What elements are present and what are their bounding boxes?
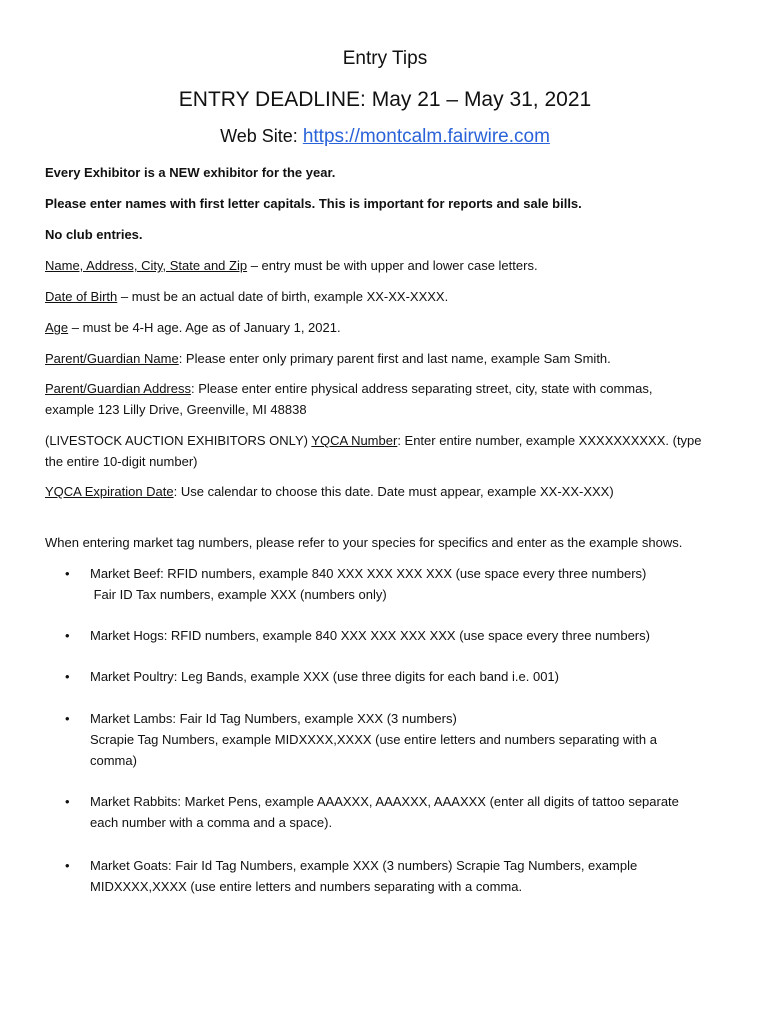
list-item-text: Scrapie Tag Numbers, example MIDXXXX,XXXX (use entire letters and numbers separating with a (90, 732, 657, 747)
list-item-text: Market Lambs: Fair Id Tag Numbers, example XXX (3 numbers) (90, 711, 457, 726)
field-text-continued: the entire 10-digit number) (45, 454, 198, 469)
field-text-continued: example 123 Lilly Drive, Greenville, MI 48838 (45, 402, 307, 417)
list-item-market-goats (65, 855, 725, 897)
bullet-icon: • (65, 711, 70, 726)
list-item-text: MIDXXXX,XXXX (use entire letters and numbers separating with a comma. (90, 879, 523, 894)
market-intro: When entering market tag numbers, please refer to your species for specifics and enter as the example shows. (45, 535, 683, 550)
field-date-of-birth (45, 286, 735, 307)
field-text: : Please enter only primary parent first and last name, example Sam Smith. (178, 351, 611, 366)
field-yqca-number (45, 430, 735, 472)
field-text: – entry must be with upper and lower case letters. (247, 258, 538, 273)
field-prefix: (LIVESTOCK AUCTION EXHIBITORS ONLY) (45, 433, 312, 448)
bullet-icon: • (65, 669, 70, 684)
list-item-market-poultry (65, 666, 725, 687)
list-item-market-hogs (65, 625, 725, 646)
bullet-icon: • (65, 628, 70, 643)
intro-capitals: Please enter names with first letter capitals. This is important for reports and sale bills. (45, 196, 582, 211)
intro-no-club: No club entries. (45, 227, 143, 242)
field-text: – must be an actual date of birth, example XX-XX-XXXX. (117, 289, 449, 304)
list-item-text: Market Beef: RFID numbers, example 840 XXX XXX XXX XXX (use space every three numbers) (90, 566, 647, 581)
list-item-text: Fair ID Tax numbers, example XXX (numbers only) (90, 587, 387, 602)
field-text: : Enter entire number, example XXXXXXXXXX. (type (397, 433, 702, 448)
field-label: Parent/Guardian Name (45, 351, 179, 366)
list-item-text: Market Hogs: RFID numbers, example 840 XXX XXX XXX XXX (use space every three numbers) (90, 628, 650, 643)
entry-deadline: ENTRY DEADLINE: May 21 – May 31, 2021 (178, 88, 592, 111)
field-age (45, 317, 735, 338)
field-parent-address (45, 378, 735, 420)
field-yqca-expiration (45, 481, 735, 502)
bullet-icon: • (65, 858, 70, 873)
field-label: Date of Birth (45, 289, 118, 304)
list-item-text: Market Rabbits: Market Pens, example AAAXXX, AAAXXX, AAAXXX (enter all digits of tattoo separate (90, 794, 679, 809)
website-label: Web Site: (220, 126, 298, 146)
list-item-market-lambs (65, 708, 725, 771)
list-item-text: each number with a comma and a space). (90, 815, 333, 830)
intro-new-exhibitor: Every Exhibitor is a NEW exhibitor for the year. (45, 165, 336, 180)
bullet-icon: • (65, 794, 70, 809)
website-line (0, 126, 770, 148)
field-label: Parent/Guardian Address (45, 381, 191, 396)
field-label: YQCA Expiration Date (45, 484, 174, 499)
field-label: YQCA Number (311, 433, 398, 448)
field-text: : Please enter entire physical address separating street, city, state with commas, (190, 381, 653, 396)
list-item-text: Market Goats: Fair Id Tag Numbers, example XXX (3 numbers) Scrapie Tag Numbers, example (90, 858, 638, 873)
list-item-text: comma) (90, 753, 137, 768)
bullet-icon: • (65, 566, 70, 581)
website-link[interactable]: https://montcalm.fairwire.com (302, 126, 550, 147)
page-title: Entry Tips (342, 48, 428, 69)
field-label: Name, Address, City, State and Zip (45, 258, 248, 273)
list-item-text: Market Poultry: Leg Bands, example XXX (use three digits for each band i.e. 001) (90, 669, 559, 684)
field-name-address (45, 255, 735, 276)
field-text: : Use calendar to choose this date. Date must appear, example XX-XX-XXX) (173, 484, 614, 499)
list-item-market-beef (65, 563, 725, 605)
list-item-market-rabbits (65, 791, 725, 833)
field-parent-name (45, 348, 735, 369)
field-text: – must be 4-H age. Age as of January 1, 2021. (68, 320, 341, 335)
field-label: Age (45, 320, 69, 335)
